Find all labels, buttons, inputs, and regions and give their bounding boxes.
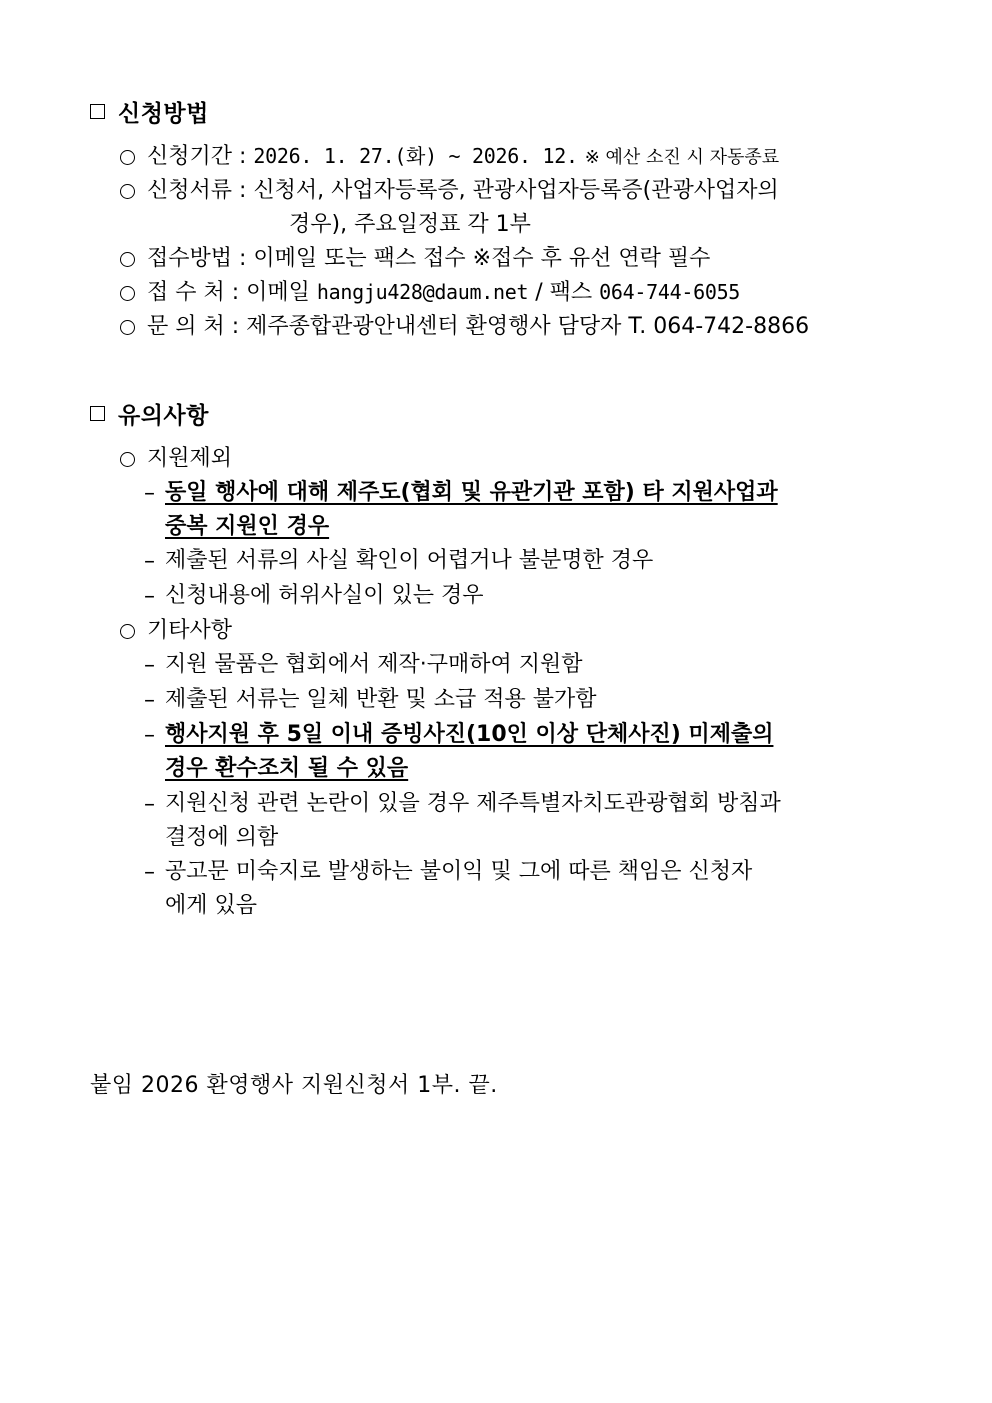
- circle-bullet-icon: [120, 452, 135, 467]
- circle-bullet-icon: [120, 286, 135, 301]
- notice-line-2: 결정에 의함: [165, 824, 279, 850]
- notice-line-2: 중복 지원인 경우: [165, 513, 330, 539]
- item-label: 신청서류 :: [147, 178, 247, 204]
- item-label: 문 의 처 :: [147, 314, 240, 340]
- notice-item: [143, 579, 992, 614]
- list-item-text: [147, 242, 992, 276]
- fax-number: 064-744-6055: [599, 280, 741, 305]
- section-heading-text: 신청방법: [118, 101, 209, 127]
- group-title-exclusions: [120, 442, 992, 476]
- group-title-text: 지원제외: [147, 445, 233, 471]
- list-item-text: [147, 174, 992, 242]
- notice-item-text: 지원 물품은 협회에서 제작·구매하여 지원함: [165, 652, 583, 678]
- circle-bullet-icon: [120, 150, 135, 165]
- notice-item: [143, 476, 992, 544]
- list-item-text: [147, 140, 992, 174]
- notice-item: [143, 718, 992, 786]
- section-notices: [0, 397, 992, 923]
- notice-item-text: 제출된 서류는 일체 반환 및 소급 적용 불가함: [165, 687, 597, 713]
- section-heading-notices: [90, 397, 992, 430]
- notice-item: [143, 787, 992, 855]
- circle-bullet-icon: [120, 320, 135, 335]
- list-item: [120, 140, 992, 174]
- dash-bullet-icon: –: [144, 480, 155, 506]
- item-value: 신청서, 사업자등록증, 관광사업자등록증(관광사업자의: [253, 178, 779, 204]
- item-note: ※ 예산 소진 시 자동종료: [584, 147, 780, 168]
- list-item-text: [147, 310, 992, 344]
- dash-bullet-icon: –: [144, 859, 155, 885]
- notice-line-1: 공고문 미숙지로 발생하는 불이익 및 그에 따른 책임은 신청자: [165, 858, 753, 884]
- group-title-other: [120, 614, 992, 648]
- item-label: 접 수 처 :: [147, 280, 240, 306]
- section-application-method: [0, 95, 992, 345]
- email-address: hangju428@daum.net: [316, 280, 529, 305]
- dash-bullet-icon: –: [144, 583, 155, 609]
- item-label: 접수방법 :: [147, 246, 247, 272]
- list-item-inquiry: [120, 310, 992, 344]
- notice-line-2: 경우 환수조치 될 수 있음: [165, 756, 409, 782]
- notice-line-1: 동일 행사에 대해 제주도(협회 및 유관기관 포함) 타 지원사업과: [165, 479, 778, 505]
- item-value-middle: / 팩스: [528, 280, 600, 306]
- list-item: [120, 174, 992, 242]
- dash-bullet-icon: –: [144, 688, 155, 714]
- notice-item: [143, 855, 992, 923]
- notice-line-1: 행사지원 후 5일 이내 증빙사진(10인 이상 단체사진) 미제출의: [165, 722, 774, 748]
- notice-item-text: [165, 855, 992, 923]
- notice-item: [143, 683, 992, 718]
- dash-bullet-icon: –: [144, 548, 155, 574]
- item-value-prefix: 이메일: [246, 280, 317, 306]
- notice-item-text: [165, 718, 992, 786]
- notice-item-text: 신청내용에 허위사실이 있는 경우: [165, 582, 484, 608]
- item-value-continued: 경우), 주요일정표 각 1부: [289, 212, 531, 238]
- dash-bullet-icon: –: [144, 791, 155, 817]
- circle-bullet-icon: [120, 184, 135, 199]
- square-bullet-icon: [90, 406, 105, 421]
- square-bullet-icon: [90, 104, 105, 119]
- notice-item-text: [165, 476, 992, 544]
- closing-attachment-note: 붙임 2026 환영행사 지원신청서 1부. 끝.: [90, 1072, 498, 1098]
- list-item-contact: [120, 276, 992, 310]
- notice-line-2: 에게 있음: [165, 892, 258, 918]
- list-item: [120, 242, 992, 276]
- notice-item: [143, 648, 992, 683]
- section-heading-application-method: [90, 95, 992, 128]
- dash-bullet-icon: –: [144, 723, 155, 749]
- circle-bullet-icon: [120, 252, 135, 267]
- circle-bullet-icon: [120, 624, 135, 639]
- notice-line-1: 지원신청 관련 논란이 있을 경우 제주특별자치도관광협회 방침과: [165, 790, 781, 816]
- group-title-text: 기타사항: [147, 618, 233, 644]
- notice-item: [143, 544, 992, 579]
- section-heading-text: 유의사항: [118, 402, 209, 429]
- list-item-text: [147, 276, 992, 310]
- item-value: 2026. 1. 27.(화) ~ 2026. 12.: [253, 144, 578, 168]
- notice-item-text: [165, 787, 992, 855]
- notice-item-text: 제출된 서류의 사실 확인이 어렵거나 불분명한 경우: [165, 547, 654, 573]
- item-value: 제주종합관광안내센터 환영행사 담당자 T. 064-742-8866: [246, 314, 810, 340]
- dash-bullet-icon: –: [144, 653, 155, 679]
- item-label: 신청기간 :: [147, 144, 247, 169]
- item-value: 이메일 또는 팩스 접수 ※접수 후 유선 연락 필수: [253, 246, 711, 272]
